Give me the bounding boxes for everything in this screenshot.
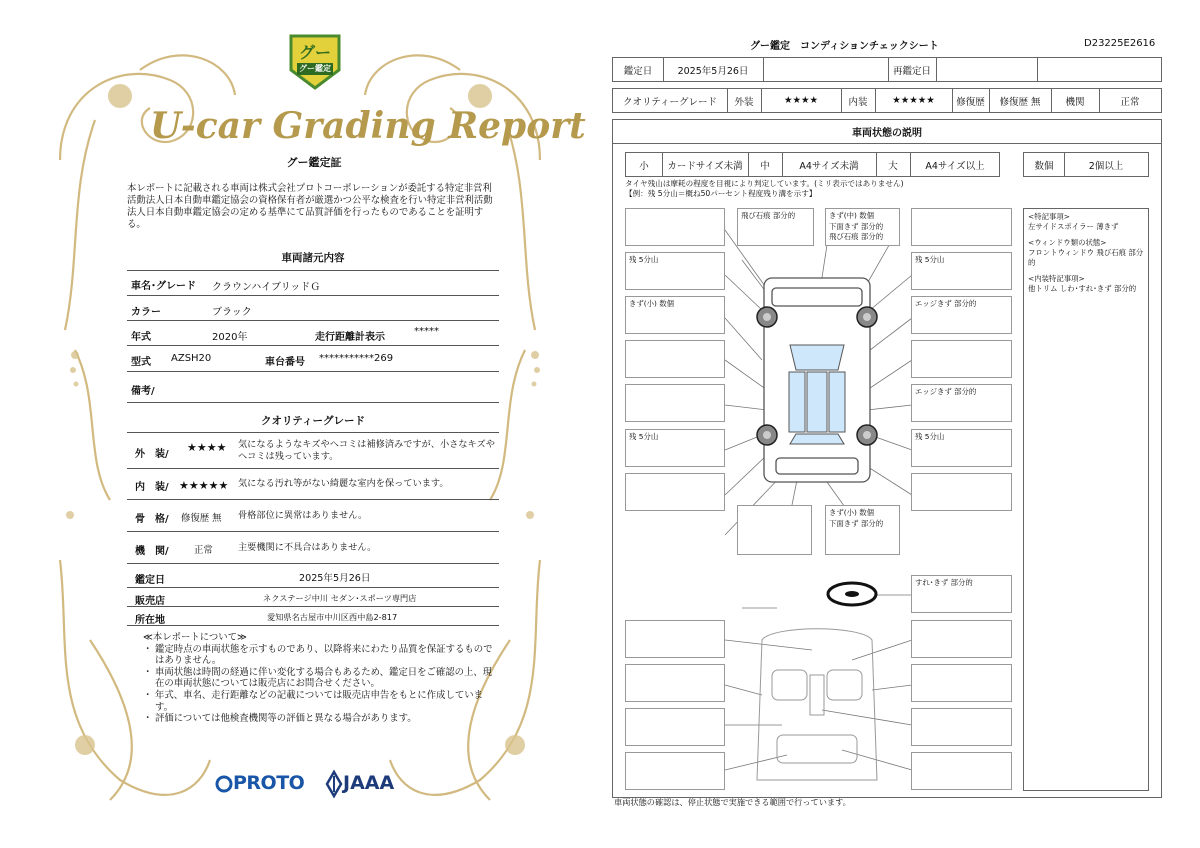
- address-value: 愛知県名古屋市中川区西中島2-817: [267, 612, 398, 622]
- interior-stars: ★★★★★: [179, 479, 229, 492]
- engine-value: 正常: [194, 545, 213, 556]
- damage-box: [625, 708, 725, 746]
- mileage-value: *****: [414, 326, 439, 337]
- damage-text: 飛び石痕 部分的: [741, 211, 796, 220]
- q-repair-label: 修復歴: [956, 96, 985, 108]
- exterior-desc: 気になるようなキズやヘコミは補修済みですが、小さなキズやヘコミは残っています。: [238, 439, 495, 462]
- damage-text: きず(中) 数個: [829, 211, 875, 220]
- note-item: ・ 評価については他検査機関等の評価と異なる場合があります。: [143, 713, 417, 725]
- spec-row-remarks: [127, 373, 499, 403]
- interior-heading: <内装特記事項>: [1028, 274, 1085, 283]
- damage-text: エッジきず 部分的: [915, 387, 977, 396]
- engine-desc: 主要機関に不具合はありません。: [238, 542, 377, 553]
- damage-box: [911, 340, 1012, 378]
- legend-mid-desc: A4サイズ未満: [799, 160, 859, 172]
- svg-text:U-car Grading Report: U-car Grading Report: [150, 105, 586, 147]
- note-text: 鑑定時点の車両状態を示すものであり、以降将来にわたり品質を保証するものではありません。: [155, 643, 493, 667]
- damage-box: [911, 384, 1012, 422]
- logos: [215, 768, 415, 802]
- q-engine-label: 機関: [1065, 96, 1085, 108]
- damage-box: [911, 429, 1012, 467]
- damage-box: [911, 575, 1012, 613]
- tire-note-1: タイヤ残山は摩耗の程度を目視により判定しています。(ミリ表示ではありません): [625, 179, 904, 188]
- badge-text: グー鑑定: [299, 64, 331, 73]
- note-item: ・ 鑑定時点の車両状態を示すものであり、以降将来にわたり品質を保証するものではありません。: [143, 644, 498, 667]
- grade-row-frame: [127, 501, 499, 532]
- note-item: ・ 車両状態は時間の経過に伴い変化する場合もあるため、鑑定日をご確認の上、現在の車両状態については販売店にお問合せください。: [143, 667, 498, 690]
- legend-mid: 中: [760, 160, 770, 172]
- legend-count: 数個: [1034, 160, 1054, 172]
- note-text: 車両状態は時間の経過に伴い変化する場合もあるため、鑑定日をご確認の上、現在の車両状態については販売店にお問合せください。: [155, 666, 493, 690]
- exterior-stars: ★★★★: [187, 441, 227, 454]
- damage-box: [625, 473, 725, 511]
- damage-box: [737, 208, 814, 246]
- inspect-date-value: 2025年5月26日: [677, 65, 749, 77]
- grade-row-exterior: [127, 433, 499, 469]
- spec-row-year: [127, 322, 499, 346]
- chassis-label: 車台番号: [265, 357, 305, 368]
- legend-large-desc: A4サイズ以上: [925, 160, 985, 172]
- damage-box: [911, 752, 1012, 790]
- quality-grade-row: [612, 88, 1162, 113]
- q-ext-value: ★★★★: [783, 95, 819, 106]
- engine-label: 機 関/: [135, 546, 169, 557]
- special-heading: <特記事項>: [1028, 212, 1070, 221]
- address-label: 所在地: [135, 615, 165, 626]
- damage-box: [737, 505, 812, 555]
- count-legend: [1023, 152, 1149, 177]
- sheet-footnote: 車両状態の確認は、停止状態で実施できる範囲で行っています。: [614, 797, 851, 807]
- spec-row-name: [127, 271, 499, 296]
- q-engine-value: 正常: [1120, 96, 1140, 108]
- damage-box: [911, 208, 1012, 246]
- damage-box: [825, 208, 900, 246]
- damage-box: [911, 473, 1012, 511]
- damage-text: すれ･きず 部分的: [915, 578, 973, 587]
- date-label: 鑑定日: [135, 575, 165, 586]
- damage-text: エッジきず 部分的: [915, 299, 977, 308]
- color-label: カラー: [131, 307, 161, 318]
- damage-box: [911, 252, 1012, 290]
- notes-title: ≪本レポートについて≫: [143, 632, 247, 643]
- damage-box: [911, 620, 1012, 658]
- damage-box: [625, 620, 725, 658]
- special-value: 左サイドスポイラー 薄きず: [1028, 222, 1119, 231]
- special-notes-panel: [1023, 208, 1149, 791]
- spec-row-model: [127, 347, 499, 372]
- damage-box: [911, 664, 1012, 702]
- proto-logo-icon: [215, 774, 233, 794]
- damage-box: [625, 429, 725, 467]
- certificate-body: 本レポートに記載される車両は株式会社プロトコーポレーションが委託する特定非営利活動法人日本自動車鑑定協会の資格保有者が厳選かつ公平な検査を行い特定非営利活動法人日本自動車鑑定協会の定める基準にて品質評価を行ったものであることを証明する。: [127, 183, 493, 230]
- sheet-title: グー鑑定 コンディションチェックシート: [750, 41, 939, 52]
- damage-size-legend: [625, 152, 1000, 177]
- footer-row-date: [127, 565, 499, 588]
- legend-count-desc: 2個以上: [1088, 160, 1124, 172]
- panel-title: 車両状態の説明: [613, 120, 1161, 144]
- footer-row-address: [127, 608, 499, 626]
- q-ext-label: 外装: [734, 96, 754, 108]
- window-heading: <ウィンドウ類の状態>: [1028, 238, 1107, 247]
- damage-box: [625, 296, 725, 334]
- damage-box: [911, 296, 1012, 334]
- interior-value: 他トリム しわ･すれ･きず 部分的: [1028, 284, 1137, 293]
- steering-wheel-icon: [828, 583, 876, 605]
- jaaa-logo-icon: [325, 770, 343, 798]
- year-label: 年式: [131, 332, 151, 343]
- damage-text: 飛び石痕 部分的: [829, 232, 884, 241]
- legend-small-desc: カードサイズ未満: [667, 160, 743, 172]
- year-value: 2020年: [212, 332, 248, 343]
- tire-note: [625, 179, 904, 199]
- frame-label: 骨 格/: [135, 514, 169, 525]
- legend-large: 大: [888, 160, 898, 172]
- chassis-value: ***********269: [319, 353, 394, 364]
- grade-row-interior: [127, 470, 499, 500]
- legend-small: 小: [639, 160, 649, 172]
- damage-text: 残 5分山: [915, 432, 945, 441]
- tire-note-2: 【例：残 5分山＝概ね50パーセント程度残り溝を示す】: [625, 189, 817, 198]
- damage-box: [625, 208, 725, 246]
- q-repair-value: 修復歴 無: [999, 96, 1041, 108]
- damage-text: 残 5分山: [915, 255, 945, 264]
- damage-box: [911, 708, 1012, 746]
- frame-value: 修復歴 無: [181, 513, 222, 524]
- jaaa-logo-text: JAAA: [343, 772, 395, 794]
- damage-text: きず(小) 数個: [829, 508, 875, 517]
- note-text: 評価については他検査機関等の評価と異なる場合があります。: [155, 713, 417, 725]
- damage-box: [625, 664, 725, 702]
- note-item: ・ 年式、車名、走行距離などの記載については販売店申告をもとに作成しています。: [143, 690, 498, 713]
- remarks-label: 備考/: [131, 386, 155, 397]
- inspection-date-row: [612, 57, 1162, 82]
- q-int-value: ★★★★★: [892, 95, 935, 106]
- window-value: フロントウィンドウ 飛び石痕 部分的: [1028, 248, 1144, 267]
- damage-box: [825, 505, 900, 555]
- q-int-label: 内装: [848, 96, 868, 108]
- reinspect-date-label: 再鑑定日: [892, 65, 931, 77]
- goo-kantei-badge-icon: [287, 30, 343, 92]
- spec-row-color: [127, 297, 499, 321]
- damage-box: [625, 252, 725, 290]
- dealer-value: ネクステージ中川 セダン･スポーツ専門店: [263, 593, 417, 603]
- damage-text: 下面きず 部分的: [829, 518, 884, 528]
- grade-row-engine: [127, 533, 499, 564]
- inspect-date-label: 鑑定日: [623, 65, 653, 77]
- footer-row-dealer: [127, 589, 499, 607]
- note-text: 年式、車名、走行距離などの記載については販売店申告をもとに作成しています。: [155, 689, 483, 713]
- damage-text: きず(小) 数個: [629, 299, 675, 308]
- spec-section-title: 車両諸元内容: [281, 252, 345, 264]
- report-title: [150, 100, 586, 150]
- dealer-label: 販売店: [135, 596, 165, 607]
- svg-text:グー: グー: [298, 43, 332, 62]
- interior-desc: 気になる汚れ等がない綺麗な室内を保っています。: [238, 478, 449, 489]
- model-label: 型式: [131, 357, 151, 368]
- damage-text: 下面きず 部分的: [829, 221, 884, 231]
- exterior-label: 外 装/: [135, 449, 169, 460]
- grade-section-title: クオリティーグレード: [261, 415, 365, 427]
- sheet-code: D23225E2616: [1084, 38, 1156, 49]
- damage-box: [625, 340, 725, 378]
- quality-label: クオリティーグレード: [622, 96, 718, 108]
- name-label: 車名･グレード: [131, 281, 196, 292]
- frame-desc: 骨格部位に異常はありません。: [238, 510, 368, 521]
- damage-box: [625, 384, 725, 422]
- damage-box: [625, 752, 725, 790]
- color-value: ブラック: [212, 307, 252, 318]
- damage-text: 残 5分山: [629, 255, 659, 264]
- report-notes: [143, 632, 498, 725]
- model-value: AZSH20: [171, 353, 212, 364]
- proto-logo-text: PROTO: [233, 772, 305, 794]
- damage-text: 残 5分山: [629, 432, 659, 441]
- name-value: クラウンハイブリッドＧ: [212, 282, 321, 293]
- mileage-label: 走行距離計表示: [315, 332, 385, 343]
- certificate-title: グー鑑定証: [286, 156, 342, 169]
- date-value: 2025年5月26日: [299, 573, 371, 584]
- interior-label: 内 装/: [135, 482, 169, 493]
